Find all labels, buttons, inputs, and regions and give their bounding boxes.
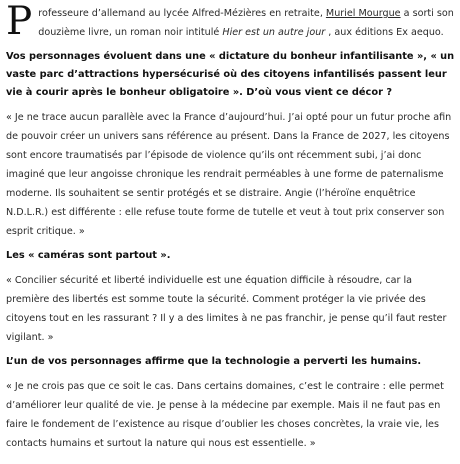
question-3: L’un de vos personnages affirme que la technologie a perverti les humains.	[6, 356, 422, 367]
drop-cap: P	[6, 0, 33, 44]
author-link[interactable]: Muriel Mourgue	[325, 8, 401, 19]
intro-text-end: , aux éditions Ex aequo.	[325, 27, 444, 38]
book-title: Hier est un autre jour	[222, 27, 326, 38]
intro-text-middle: a sorti son douzième livre, un roman noir intitulé	[38, 8, 454, 38]
question-2: Les « caméras sont partout ».	[6, 250, 171, 261]
answer-1: « Je ne trace aucun parallèle avec la France d’aujourd’hui. J’ai opté pour un futur proche afin de pouvoir créer un univers sans référence au présent. Dans la France de 2027, les citoyens sont encore traumatisés par l’épisode de violence qu’ils ont récemment subi, j’ai donc imaginé que leur angoisse chronique les rendrait perméables à une forme de paternalisme moderne. Ils souhaitent se sentir protégés et se distraire. Angie (l’héroïne enquêtrice N.D.L.R.) est différente : elle refuse toute forme de tutelle et veut à tout prix conserver son esprit critique. »	[6, 112, 452, 237]
intro-text-start: rofesseure d’allemand au lycée Alfred-Mézières en retraite,	[38, 8, 326, 19]
answer-3: « Je ne crois pas que ce soit le cas. Dans certains domaines, c’est le contraire : elle permet d’améliorer leur qualité de vie. Je pense à la médecine par exemple. Mais il ne faut pas en faire le fondement de l’existence au risque d’oublier les choses concrètes, la vraie vie, les contacts humains et surtout la nature qui nous est essentielle. »	[6, 381, 444, 449]
intro-paragraph	[6, 0, 455, 44]
answer-2: « Concilier sécurité et liberté individuelle est une équation difficile à résoudre, car la première des libertés est somme toute la sécurité. Comment protéger la vie privée des citoyens tout en les rassurant ? Il y a des limites à ne pas franchir, je pense qu’il faut rester vigilant. »	[6, 275, 447, 343]
question-1: Vos personnages évoluent dans une « dictature du bonheur infantilisante », « un vaste parc d’attractions hypersécurisé où des citoyens infantilisés passent leur vie à courir après le bonheur obligatoire ». D’où vous vient ce décor ?	[6, 51, 455, 98]
